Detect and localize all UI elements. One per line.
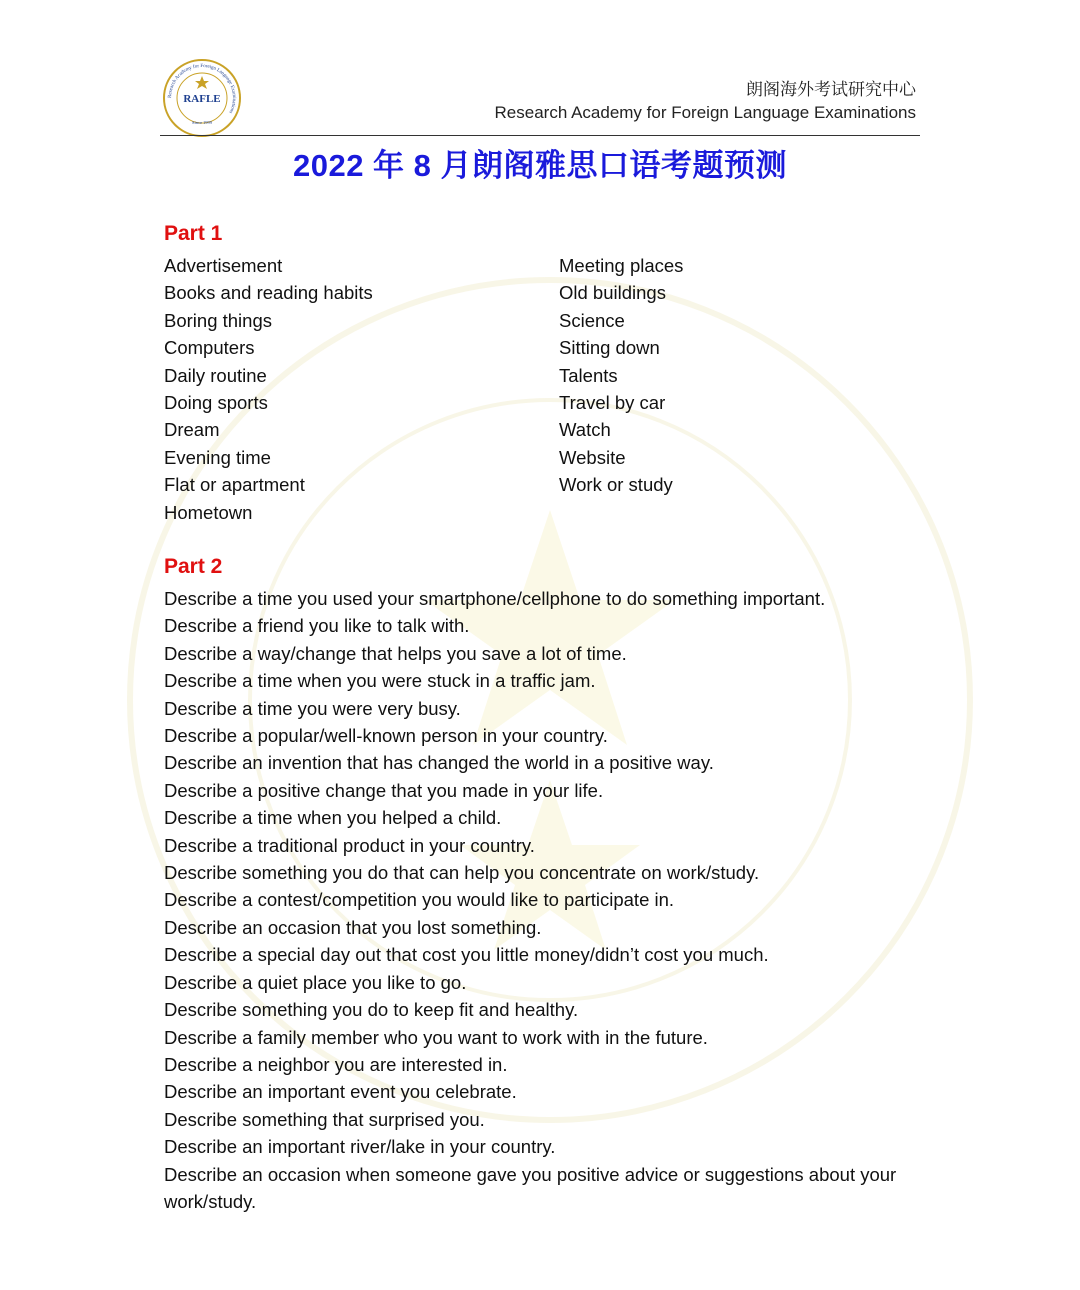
part2-topic: Describe a time when you were stuck in a traffic jam. — [164, 670, 596, 692]
part1-topic: Website — [559, 446, 626, 468]
part2-topic: Describe an important event you celebrate. — [164, 1081, 517, 1103]
part2-topic: Describe a time you were very busy. — [164, 697, 461, 719]
part1-left-column — [164, 252, 373, 526]
part2-topic: Describe a time you used your smartphone/cellphone to do something important. — [164, 588, 826, 609]
part2-topic: Describe a friend you like to talk with. — [164, 615, 470, 637]
part1-topic: Advertisement — [164, 255, 283, 276]
header-divider — [160, 135, 920, 136]
part1-topic: Doing sports — [164, 392, 268, 414]
header-org — [495, 78, 916, 124]
part1-topic: Daily routine — [164, 364, 267, 386]
part1-topic: Travel by car — [559, 392, 666, 414]
part1-topic: Work or study — [559, 474, 673, 496]
rafle-logo — [162, 58, 242, 138]
logo-since: Since 1999 — [191, 120, 213, 125]
part2-topic: Describe something you do that can help you concentrate on work/study. — [164, 862, 760, 884]
org-name-cn: 朗阁海外考试研究中心 — [746, 80, 916, 99]
logo-ring-text: Research Academy for Foreign Language Examinations — [167, 63, 237, 114]
part1-right-column — [559, 252, 683, 499]
part2-topic: Describe a positive change that you made in your life. — [164, 779, 604, 801]
part2-topic: Describe an occasion that you lost something. — [164, 916, 542, 938]
part2-topic: Describe an invention that has changed the world in a positive way. — [164, 752, 714, 774]
part2-topic: Describe a neighbor you are interested in. — [164, 1053, 508, 1075]
org-name-en: Research Academy for Foreign Language Examinations — [494, 103, 916, 122]
part2-topic: Describe something you do to keep fit and healthy. — [164, 999, 579, 1021]
part1-topic: Hometown — [164, 501, 253, 523]
part1-topic: Sitting down — [559, 337, 660, 359]
part2-topic: Describe an important river/lake in your country. — [164, 1136, 556, 1158]
part2-topic: Describe a family member who you want to work with in the future. — [164, 1026, 708, 1048]
part2-heading: Part 2 — [164, 555, 223, 578]
part1-heading: Part 1 — [164, 222, 223, 245]
part1-topic: Science — [559, 309, 625, 331]
part2-topic: Describe an occasion when someone gave you positive advice or suggestions about your work/study. — [164, 1163, 897, 1212]
part2-topic: Describe a traditional product in your country. — [164, 834, 535, 856]
part1-topic: Flat or apartment — [164, 474, 305, 496]
part2-topic: Describe a way/change that helps you save a lot of time. — [164, 642, 627, 664]
part1-topic: Boring things — [164, 309, 272, 331]
part2-list — [164, 585, 924, 1215]
part2-topic: Describe a contest/competition you would like to participate in. — [164, 889, 675, 911]
part2-topic: Describe something that surprised you. — [164, 1108, 485, 1130]
part1-topic: Books and reading habits — [164, 282, 373, 304]
part2-topic: Describe a special day out that cost you little money/didn’t cost you much. — [164, 944, 769, 966]
part2-topic: Describe a popular/well-known person in your country. — [164, 725, 608, 747]
part1-topic: Dream — [164, 419, 220, 441]
part2-topic: Describe a time when you helped a child. — [164, 807, 502, 829]
part1-topic: Talents — [559, 364, 618, 386]
part1-topic: Computers — [164, 337, 255, 359]
part2-topic: Describe a quiet place you like to go. — [164, 971, 467, 993]
part1-topic: Meeting places — [559, 255, 684, 276]
part1-topic: Evening time — [164, 446, 271, 468]
page-title: 2022 年 8 月朗阁雅思口语考题预测 — [292, 148, 788, 183]
part1-topic: Watch — [559, 419, 611, 441]
part1-topic: Old buildings — [559, 282, 666, 304]
logo-text: RAFLE — [183, 93, 221, 105]
